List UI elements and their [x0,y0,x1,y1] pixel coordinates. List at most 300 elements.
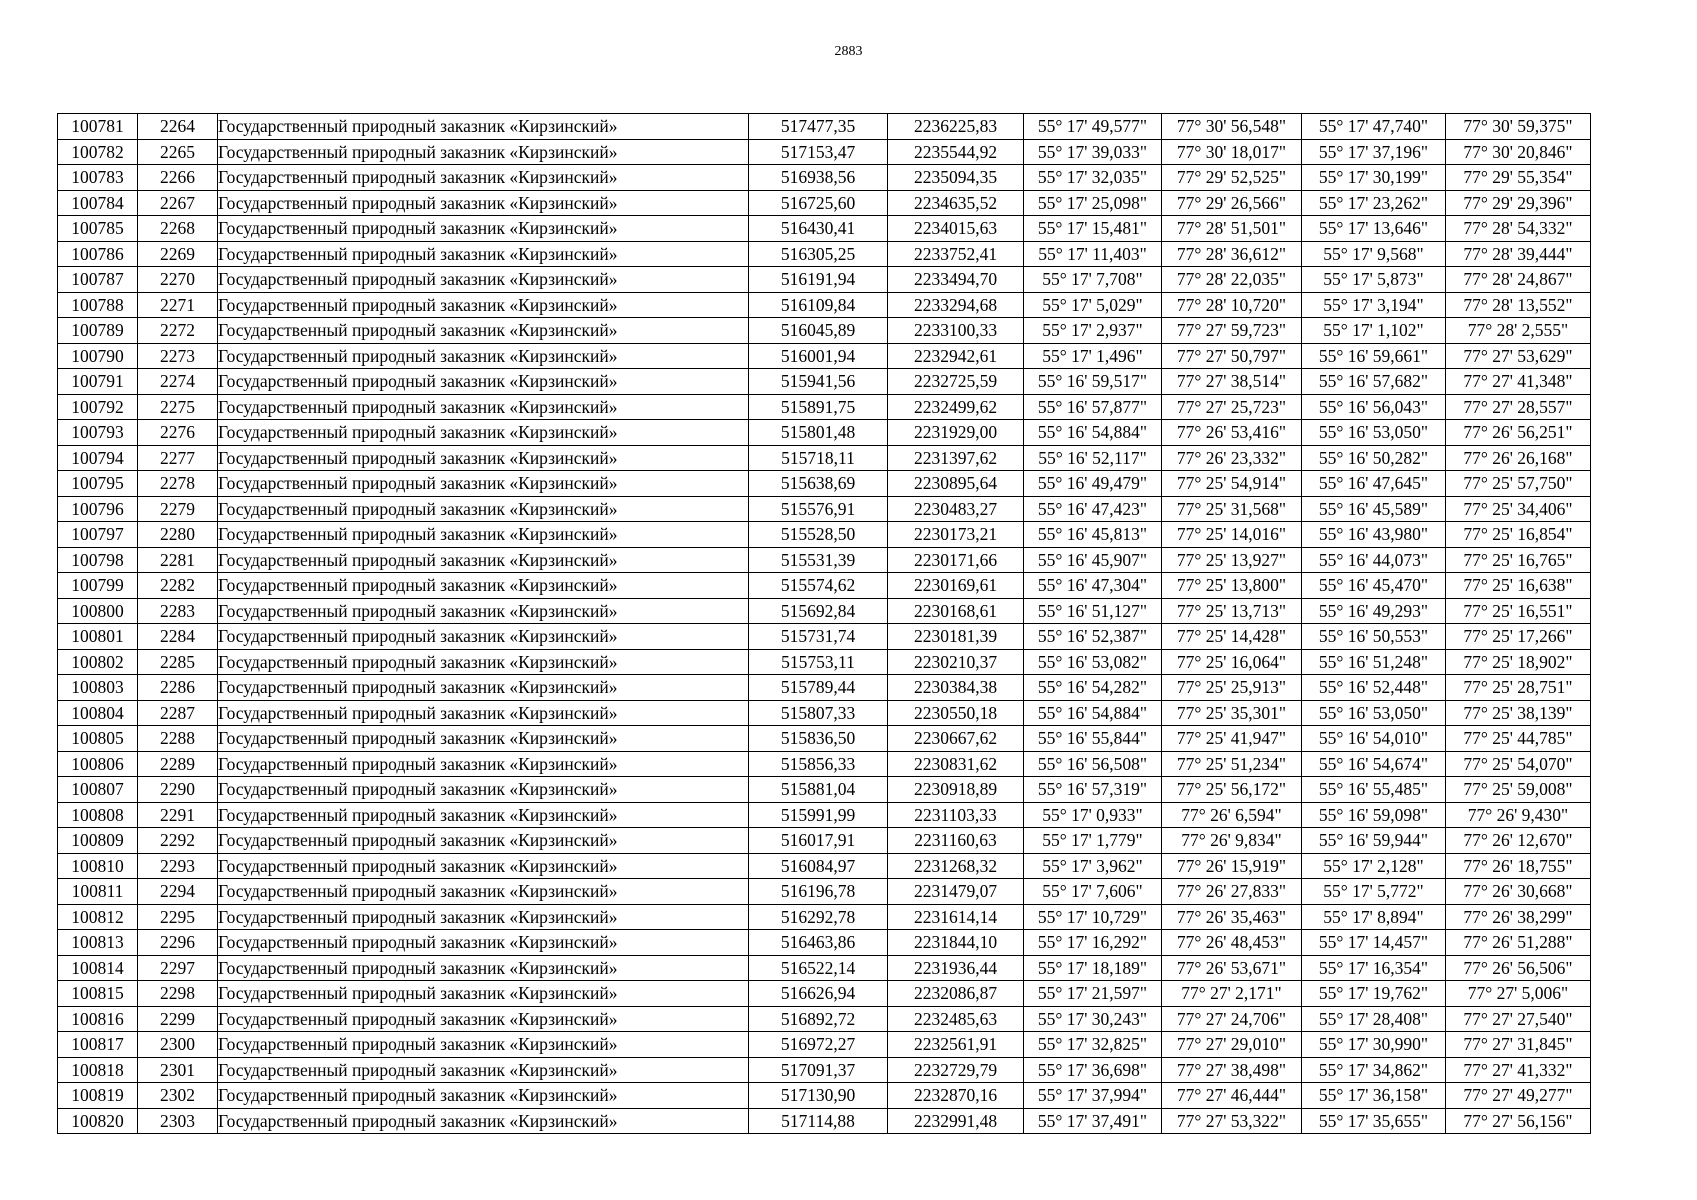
longitude-1-cell: 77° 26' 23,332" [1162,445,1302,471]
longitude-1-cell: 77° 27' 38,498" [1162,1057,1302,1083]
latitude-2-cell: 55° 16' 59,098" [1302,802,1446,828]
longitude-1-cell: 77° 26' 53,671" [1162,955,1302,981]
point-number-cell: 2295 [138,904,218,930]
y-coordinate-cell: 2232086,87 [888,981,1024,1007]
y-coordinate-cell: 2235094,35 [888,165,1024,191]
point-number-cell: 2290 [138,777,218,803]
y-coordinate-cell: 2231268,32 [888,853,1024,879]
table-row [58,904,1591,930]
object-name-cell: Государственный природный заказник «Кирзинский» [218,369,749,395]
latitude-1-cell: 55° 16' 55,844" [1024,726,1162,752]
longitude-2-cell: 77° 25' 34,406" [1446,496,1591,522]
y-coordinate-cell: 2231936,44 [888,955,1024,981]
latitude-2-cell: 55° 16' 50,282" [1302,445,1446,471]
latitude-1-cell: 55° 17' 25,098" [1024,190,1162,216]
latitude-1-cell: 55° 16' 47,423" [1024,496,1162,522]
row-id-cell: 100806 [58,751,138,777]
latitude-1-cell: 55° 17' 1,496" [1024,343,1162,369]
point-number-cell: 2300 [138,1032,218,1058]
y-coordinate-cell: 2233494,70 [888,267,1024,293]
latitude-2-cell: 55° 16' 53,050" [1302,420,1446,446]
longitude-1-cell: 77° 25' 41,947" [1162,726,1302,752]
object-name-cell: Государственный природный заказник «Кирзинский» [218,241,749,267]
latitude-1-cell: 55° 17' 5,029" [1024,292,1162,318]
table-row [58,114,1591,140]
y-coordinate-cell: 2230895,64 [888,471,1024,497]
y-coordinate-cell: 2231397,62 [888,445,1024,471]
latitude-1-cell: 55° 17' 36,698" [1024,1057,1162,1083]
longitude-2-cell: 77° 26' 51,288" [1446,930,1591,956]
x-coordinate-cell: 515731,74 [749,624,888,650]
object-name-cell: Государственный природный заказник «Кирзинский» [218,318,749,344]
y-coordinate-cell: 2232485,63 [888,1006,1024,1032]
longitude-1-cell: 77° 27' 24,706" [1162,1006,1302,1032]
latitude-1-cell: 55° 16' 54,282" [1024,675,1162,701]
longitude-1-cell: 77° 25' 54,914" [1162,471,1302,497]
longitude-1-cell: 77° 29' 52,525" [1162,165,1302,191]
latitude-1-cell: 55° 17' 11,403" [1024,241,1162,267]
latitude-2-cell: 55° 17' 2,128" [1302,853,1446,879]
object-name-cell: Государственный природный заказник «Кирзинский» [218,1057,749,1083]
y-coordinate-cell: 2230173,21 [888,522,1024,548]
longitude-2-cell: 77° 26' 9,430" [1446,802,1591,828]
x-coordinate-cell: 516725,60 [749,190,888,216]
longitude-1-cell: 77° 26' 6,594" [1162,802,1302,828]
object-name-cell: Государственный природный заказник «Кирзинский» [218,777,749,803]
latitude-2-cell: 55° 17' 1,102" [1302,318,1446,344]
latitude-1-cell: 55° 16' 45,907" [1024,547,1162,573]
x-coordinate-cell: 516017,91 [749,828,888,854]
point-number-cell: 2271 [138,292,218,318]
latitude-2-cell: 55° 17' 16,354" [1302,955,1446,981]
longitude-1-cell: 77° 26' 15,919" [1162,853,1302,879]
longitude-2-cell: 77° 28' 2,555" [1446,318,1591,344]
object-name-cell: Государственный природный заказник «Кирзинский» [218,624,749,650]
object-name-cell: Государственный природный заказник «Кирзинский» [218,471,749,497]
object-name-cell: Государственный природный заказник «Кирзинский» [218,547,749,573]
y-coordinate-cell: 2234015,63 [888,216,1024,242]
longitude-2-cell: 77° 27' 41,332" [1446,1057,1591,1083]
longitude-2-cell: 77° 25' 57,750" [1446,471,1591,497]
latitude-1-cell: 55° 17' 30,243" [1024,1006,1162,1032]
y-coordinate-cell: 2231844,10 [888,930,1024,956]
latitude-2-cell: 55° 16' 45,470" [1302,573,1446,599]
latitude-2-cell: 55° 17' 35,655" [1302,1108,1446,1134]
latitude-1-cell: 55° 16' 53,082" [1024,649,1162,675]
y-coordinate-cell: 2230181,39 [888,624,1024,650]
table-row [58,1083,1591,1109]
longitude-2-cell: 77° 26' 56,251" [1446,420,1591,446]
point-number-cell: 2270 [138,267,218,293]
point-number-cell: 2278 [138,471,218,497]
longitude-2-cell: 77° 25' 54,070" [1446,751,1591,777]
longitude-2-cell: 77° 27' 5,006" [1446,981,1591,1007]
latitude-2-cell: 55° 16' 51,248" [1302,649,1446,675]
longitude-2-cell: 77° 27' 31,845" [1446,1032,1591,1058]
row-id-cell: 100804 [58,700,138,726]
object-name-cell: Государственный природный заказник «Кирзинский» [218,675,749,701]
y-coordinate-cell: 2231160,63 [888,828,1024,854]
object-name-cell: Государственный природный заказник «Кирзинский» [218,879,749,905]
table-row [58,292,1591,318]
x-coordinate-cell: 515856,33 [749,751,888,777]
table-row [58,853,1591,879]
object-name-cell: Государственный природный заказник «Кирзинский» [218,1083,749,1109]
latitude-2-cell: 55° 17' 34,862" [1302,1057,1446,1083]
latitude-2-cell: 55° 16' 49,293" [1302,598,1446,624]
object-name-cell: Государственный природный заказник «Кирзинский» [218,853,749,879]
longitude-1-cell: 77° 30' 56,548" [1162,114,1302,140]
row-id-cell: 100813 [58,930,138,956]
row-id-cell: 100807 [58,777,138,803]
x-coordinate-cell: 515836,50 [749,726,888,752]
object-name-cell: Государственный природный заказник «Кирзинский» [218,726,749,752]
x-coordinate-cell: 516938,56 [749,165,888,191]
row-id-cell: 100791 [58,369,138,395]
longitude-2-cell: 77° 25' 38,139" [1446,700,1591,726]
longitude-1-cell: 77° 27' 38,514" [1162,369,1302,395]
x-coordinate-cell: 516109,84 [749,292,888,318]
longitude-2-cell: 77° 30' 59,375" [1446,114,1591,140]
row-id-cell: 100784 [58,190,138,216]
longitude-1-cell: 77° 29' 26,566" [1162,190,1302,216]
longitude-2-cell: 77° 27' 41,348" [1446,369,1591,395]
latitude-1-cell: 55° 17' 1,779" [1024,828,1162,854]
object-name-cell: Государственный природный заказник «Кирзинский» [218,573,749,599]
x-coordinate-cell: 517091,37 [749,1057,888,1083]
point-number-cell: 2265 [138,139,218,165]
table-row [58,751,1591,777]
longitude-1-cell: 77° 27' 25,723" [1162,394,1302,420]
point-number-cell: 2283 [138,598,218,624]
x-coordinate-cell: 516522,14 [749,955,888,981]
table-row [58,496,1591,522]
point-number-cell: 2286 [138,675,218,701]
table-row [58,700,1591,726]
row-id-cell: 100815 [58,981,138,1007]
x-coordinate-cell: 515891,75 [749,394,888,420]
x-coordinate-cell: 516196,78 [749,879,888,905]
row-id-cell: 100802 [58,649,138,675]
point-number-cell: 2273 [138,343,218,369]
table-row [58,598,1591,624]
row-id-cell: 100816 [58,1006,138,1032]
object-name-cell: Государственный природный заказник «Кирзинский» [218,292,749,318]
longitude-1-cell: 77° 27' 50,797" [1162,343,1302,369]
latitude-1-cell: 55° 17' 37,994" [1024,1083,1162,1109]
row-id-cell: 100792 [58,394,138,420]
x-coordinate-cell: 515692,84 [749,598,888,624]
y-coordinate-cell: 2230384,38 [888,675,1024,701]
latitude-2-cell: 55° 17' 5,873" [1302,267,1446,293]
longitude-1-cell: 77° 26' 53,416" [1162,420,1302,446]
longitude-1-cell: 77° 25' 13,713" [1162,598,1302,624]
latitude-2-cell: 55° 16' 53,050" [1302,700,1446,726]
table-row [58,216,1591,242]
longitude-1-cell: 77° 28' 10,720" [1162,292,1302,318]
longitude-2-cell: 77° 25' 18,902" [1446,649,1591,675]
row-id-cell: 100795 [58,471,138,497]
latitude-1-cell: 55° 17' 32,035" [1024,165,1162,191]
table-row [58,471,1591,497]
point-number-cell: 2272 [138,318,218,344]
latitude-1-cell: 55° 16' 57,319" [1024,777,1162,803]
y-coordinate-cell: 2232991,48 [888,1108,1024,1134]
table-row [58,930,1591,956]
object-name-cell: Государственный природный заказник «Кирзинский» [218,955,749,981]
longitude-2-cell: 77° 27' 53,629" [1446,343,1591,369]
y-coordinate-cell: 2230831,62 [888,751,1024,777]
object-name-cell: Государственный природный заказник «Кирзинский» [218,751,749,777]
point-number-cell: 2303 [138,1108,218,1134]
table-row [58,624,1591,650]
table-row [58,445,1591,471]
longitude-1-cell: 77° 27' 29,010" [1162,1032,1302,1058]
table-row [58,241,1591,267]
latitude-1-cell: 55° 17' 15,481" [1024,216,1162,242]
latitude-1-cell: 55° 16' 54,884" [1024,420,1162,446]
y-coordinate-cell: 2230550,18 [888,700,1024,726]
table-row [58,777,1591,803]
latitude-2-cell: 55° 16' 43,980" [1302,522,1446,548]
table-row [58,190,1591,216]
object-name-cell: Государственный природный заказник «Кирзинский» [218,420,749,446]
row-id-cell: 100794 [58,445,138,471]
longitude-1-cell: 77° 25' 25,913" [1162,675,1302,701]
y-coordinate-cell: 2231103,33 [888,802,1024,828]
y-coordinate-cell: 2232499,62 [888,394,1024,420]
longitude-1-cell: 77° 25' 14,428" [1162,624,1302,650]
row-id-cell: 100818 [58,1057,138,1083]
object-name-cell: Государственный природный заказник «Кирзинский» [218,828,749,854]
longitude-2-cell: 77° 25' 28,751" [1446,675,1591,701]
row-id-cell: 100810 [58,853,138,879]
longitude-2-cell: 77° 28' 13,552" [1446,292,1591,318]
row-id-cell: 100787 [58,267,138,293]
latitude-1-cell: 55° 16' 54,884" [1024,700,1162,726]
row-id-cell: 100781 [58,114,138,140]
longitude-1-cell: 77° 27' 2,171" [1162,981,1302,1007]
table-row [58,1057,1591,1083]
latitude-2-cell: 55° 17' 14,457" [1302,930,1446,956]
row-id-cell: 100812 [58,904,138,930]
point-number-cell: 2296 [138,930,218,956]
longitude-2-cell: 77° 29' 29,396" [1446,190,1591,216]
point-number-cell: 2302 [138,1083,218,1109]
object-name-cell: Государственный природный заказник «Кирзинский» [218,649,749,675]
latitude-1-cell: 55° 17' 7,606" [1024,879,1162,905]
row-id-cell: 100783 [58,165,138,191]
row-id-cell: 100788 [58,292,138,318]
y-coordinate-cell: 2230210,37 [888,649,1024,675]
table-row [58,955,1591,981]
object-name-cell: Государственный природный заказник «Кирзинский» [218,114,749,140]
x-coordinate-cell: 516292,78 [749,904,888,930]
object-name-cell: Государственный природный заказник «Кирзинский» [218,343,749,369]
point-number-cell: 2294 [138,879,218,905]
longitude-1-cell: 77° 25' 51,234" [1162,751,1302,777]
latitude-2-cell: 55° 17' 23,262" [1302,190,1446,216]
latitude-1-cell: 55° 16' 52,117" [1024,445,1162,471]
row-id-cell: 100797 [58,522,138,548]
latitude-2-cell: 55° 17' 37,196" [1302,139,1446,165]
object-name-cell: Государственный природный заказник «Кирзинский» [218,930,749,956]
longitude-1-cell: 77° 28' 22,035" [1162,267,1302,293]
longitude-2-cell: 77° 25' 16,638" [1446,573,1591,599]
row-id-cell: 100801 [58,624,138,650]
point-number-cell: 2275 [138,394,218,420]
latitude-2-cell: 55° 16' 45,589" [1302,496,1446,522]
row-id-cell: 100798 [58,547,138,573]
y-coordinate-cell: 2231614,14 [888,904,1024,930]
table-row [58,1032,1591,1058]
latitude-2-cell: 55° 17' 30,199" [1302,165,1446,191]
x-coordinate-cell: 516463,86 [749,930,888,956]
table-row [58,879,1591,905]
longitude-1-cell: 77° 25' 13,800" [1162,573,1302,599]
object-name-cell: Государственный природный заказник «Кирзинский» [218,802,749,828]
table-row [58,649,1591,675]
latitude-1-cell: 55° 17' 7,708" [1024,267,1162,293]
longitude-1-cell: 77° 26' 27,833" [1162,879,1302,905]
object-name-cell: Государственный природный заказник «Кирзинский» [218,700,749,726]
x-coordinate-cell: 516892,72 [749,1006,888,1032]
latitude-2-cell: 55° 17' 19,762" [1302,981,1446,1007]
y-coordinate-cell: 2231479,07 [888,879,1024,905]
row-id-cell: 100819 [58,1083,138,1109]
y-coordinate-cell: 2232561,91 [888,1032,1024,1058]
x-coordinate-cell: 517153,47 [749,139,888,165]
latitude-1-cell: 55° 17' 0,933" [1024,802,1162,828]
page-number: 2883 [834,44,863,59]
row-id-cell: 100805 [58,726,138,752]
x-coordinate-cell: 515801,48 [749,420,888,446]
point-number-cell: 2297 [138,955,218,981]
latitude-2-cell: 55° 17' 5,772" [1302,879,1446,905]
longitude-2-cell: 77° 28' 24,867" [1446,267,1591,293]
x-coordinate-cell: 515638,69 [749,471,888,497]
point-number-cell: 2301 [138,1057,218,1083]
latitude-2-cell: 55° 17' 47,740" [1302,114,1446,140]
row-id-cell: 100817 [58,1032,138,1058]
longitude-1-cell: 77° 26' 35,463" [1162,904,1302,930]
table-row [58,267,1591,293]
row-id-cell: 100789 [58,318,138,344]
latitude-2-cell: 55° 16' 56,043" [1302,394,1446,420]
x-coordinate-cell: 515941,56 [749,369,888,395]
x-coordinate-cell: 515574,62 [749,573,888,599]
longitude-2-cell: 77° 26' 56,506" [1446,955,1591,981]
table-body [58,114,1591,1134]
latitude-2-cell: 55° 16' 54,010" [1302,726,1446,752]
object-name-cell: Государственный природный заказник «Кирзинский» [218,190,749,216]
longitude-1-cell: 77° 27' 46,444" [1162,1083,1302,1109]
row-id-cell: 100814 [58,955,138,981]
longitude-2-cell: 77° 25' 17,266" [1446,624,1591,650]
x-coordinate-cell: 516430,41 [749,216,888,242]
longitude-2-cell: 77° 26' 30,668" [1446,879,1591,905]
x-coordinate-cell: 516305,25 [749,241,888,267]
row-id-cell: 100820 [58,1108,138,1134]
latitude-1-cell: 55° 16' 52,387" [1024,624,1162,650]
longitude-2-cell: 77° 26' 18,755" [1446,853,1591,879]
longitude-2-cell: 77° 27' 28,557" [1446,394,1591,420]
table-row [58,726,1591,752]
longitude-1-cell: 77° 25' 14,016" [1162,522,1302,548]
latitude-2-cell: 55° 17' 3,194" [1302,292,1446,318]
longitude-1-cell: 77° 27' 53,322" [1162,1108,1302,1134]
object-name-cell: Государственный природный заказник «Кирзинский» [218,1032,749,1058]
table-row [58,802,1591,828]
longitude-2-cell: 77° 28' 54,332" [1446,216,1591,242]
x-coordinate-cell: 515991,99 [749,802,888,828]
object-name-cell: Государственный природный заказник «Кирзинский» [218,139,749,165]
y-coordinate-cell: 2233100,33 [888,318,1024,344]
longitude-2-cell: 77° 26' 26,168" [1446,445,1591,471]
latitude-2-cell: 55° 16' 59,661" [1302,343,1446,369]
point-number-cell: 2291 [138,802,218,828]
row-id-cell: 100796 [58,496,138,522]
y-coordinate-cell: 2234635,52 [888,190,1024,216]
x-coordinate-cell: 517130,90 [749,1083,888,1109]
x-coordinate-cell: 515576,91 [749,496,888,522]
longitude-1-cell: 77° 25' 13,927" [1162,547,1302,573]
point-number-cell: 2277 [138,445,218,471]
point-number-cell: 2264 [138,114,218,140]
latitude-1-cell: 55° 17' 10,729" [1024,904,1162,930]
y-coordinate-cell: 2231929,00 [888,420,1024,446]
latitude-1-cell: 55° 17' 37,491" [1024,1108,1162,1134]
table-row [58,981,1591,1007]
longitude-1-cell: 77° 30' 18,017" [1162,139,1302,165]
longitude-2-cell: 77° 26' 12,670" [1446,828,1591,854]
table-row [58,828,1591,854]
latitude-1-cell: 55° 16' 49,479" [1024,471,1162,497]
y-coordinate-cell: 2230918,89 [888,777,1024,803]
point-number-cell: 2288 [138,726,218,752]
point-number-cell: 2274 [138,369,218,395]
point-number-cell: 2266 [138,165,218,191]
coordinates-table [57,113,1591,1134]
x-coordinate-cell: 516191,94 [749,267,888,293]
object-name-cell: Государственный природный заказник «Кирзинский» [218,394,749,420]
longitude-2-cell: 77° 27' 49,277" [1446,1083,1591,1109]
longitude-2-cell: 77° 25' 59,008" [1446,777,1591,803]
y-coordinate-cell: 2236225,83 [888,114,1024,140]
row-id-cell: 100785 [58,216,138,242]
longitude-1-cell: 77° 26' 9,834" [1162,828,1302,854]
table-row [58,522,1591,548]
latitude-1-cell: 55° 16' 47,304" [1024,573,1162,599]
longitude-2-cell: 77° 25' 16,854" [1446,522,1591,548]
x-coordinate-cell: 516626,94 [749,981,888,1007]
x-coordinate-cell: 515531,39 [749,547,888,573]
row-id-cell: 100782 [58,139,138,165]
latitude-1-cell: 55° 16' 45,813" [1024,522,1162,548]
point-number-cell: 2267 [138,190,218,216]
row-id-cell: 100808 [58,802,138,828]
row-id-cell: 100803 [58,675,138,701]
latitude-2-cell: 55° 16' 50,553" [1302,624,1446,650]
y-coordinate-cell: 2230171,66 [888,547,1024,573]
table-row [58,394,1591,420]
latitude-2-cell: 55° 17' 9,568" [1302,241,1446,267]
y-coordinate-cell: 2230667,62 [888,726,1024,752]
longitude-2-cell: 77° 27' 56,156" [1446,1108,1591,1134]
row-id-cell: 100799 [58,573,138,599]
table-row [58,420,1591,446]
object-name-cell: Государственный природный заказник «Кирзинский» [218,496,749,522]
